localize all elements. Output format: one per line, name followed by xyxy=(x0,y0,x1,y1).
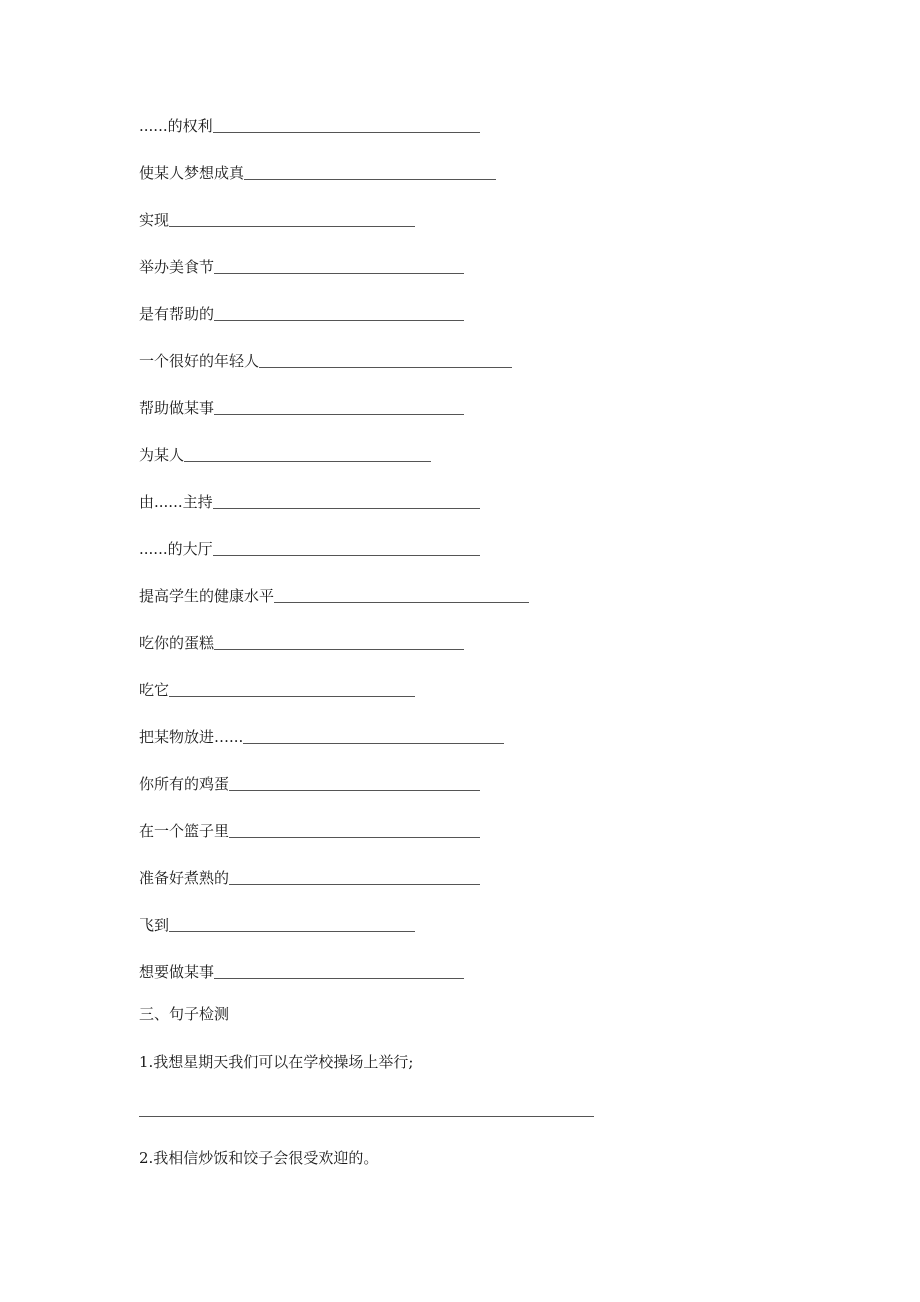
phrase-row xyxy=(139,488,480,512)
phrase-label: 由......主持 xyxy=(139,493,213,511)
phrase-row xyxy=(139,535,480,559)
phrase-label: 准备好煮熟的 xyxy=(139,869,230,887)
phrase-label: 提高学生的健康水平 xyxy=(139,587,275,605)
phrase-row xyxy=(139,253,464,277)
sentence-1: 1.我想星期天我们可以在学校操场上举行; xyxy=(139,1053,414,1071)
answer-blank[interactable] xyxy=(229,883,480,885)
phrase-row xyxy=(139,770,480,794)
phrase-row xyxy=(139,582,529,606)
phrase-row xyxy=(139,817,480,841)
phrase-label: 飞到 xyxy=(139,916,170,934)
phrase-row xyxy=(139,394,464,418)
phrase-row xyxy=(139,300,464,324)
phrase-row xyxy=(139,911,415,935)
phrase-row xyxy=(139,958,464,982)
answer-blank[interactable] xyxy=(243,742,504,744)
sentence-2: 2.我相信炒饭和饺子会很受欢迎的。 xyxy=(139,1149,379,1167)
answer-blank[interactable] xyxy=(244,178,496,180)
phrase-row xyxy=(139,676,415,700)
phrase-row xyxy=(139,112,480,136)
phrase-row xyxy=(139,629,464,653)
answer-blank[interactable] xyxy=(169,695,415,697)
phrase-label: 举办美食节 xyxy=(139,258,215,276)
answer-blank[interactable] xyxy=(169,930,415,932)
answer-blank[interactable] xyxy=(214,413,464,415)
phrase-label: 把某物放进…... xyxy=(139,728,244,746)
answer-blank[interactable] xyxy=(169,225,415,227)
answer-blank[interactable] xyxy=(184,460,431,462)
phrase-label: 吃它 xyxy=(139,681,170,699)
answer-blank[interactable] xyxy=(214,977,464,979)
answer-blank[interactable] xyxy=(213,554,480,556)
phrase-label: 帮助做某事 xyxy=(139,399,215,417)
phrase-row xyxy=(139,206,415,230)
phrase-label: 是有帮助的 xyxy=(139,305,215,323)
phrase-label: 吃你的蛋糕 xyxy=(139,634,215,652)
phrase-row xyxy=(139,159,496,183)
answer-blank[interactable] xyxy=(213,131,480,133)
phrase-row xyxy=(139,723,504,747)
phrase-label: ......的大厅 xyxy=(139,540,213,558)
phrase-row xyxy=(139,347,512,371)
phrase-label: 想要做某事 xyxy=(139,963,215,981)
sentence-1-answer-line[interactable] xyxy=(139,1116,594,1117)
phrase-row xyxy=(139,864,480,888)
phrase-label: ......的权利 xyxy=(139,117,213,135)
answer-blank[interactable] xyxy=(274,601,529,603)
answer-blank[interactable] xyxy=(214,272,464,274)
section-heading: 三、句子检测 xyxy=(139,1005,230,1023)
answer-blank[interactable] xyxy=(229,836,480,838)
phrase-label: 使某人梦想成真 xyxy=(139,164,245,182)
phrase-row xyxy=(139,441,431,465)
answer-blank[interactable] xyxy=(229,789,480,791)
answer-blank[interactable] xyxy=(214,319,464,321)
phrase-label: 一个很好的年轻人 xyxy=(139,352,260,370)
phrase-label: 在一个篮子里 xyxy=(139,822,230,840)
answer-blank[interactable] xyxy=(213,507,480,509)
phrase-label: 为某人 xyxy=(139,446,185,464)
answer-blank[interactable] xyxy=(214,648,464,650)
answer-blank[interactable] xyxy=(259,366,512,368)
phrase-label: 实现 xyxy=(139,211,170,229)
phrase-label: 你所有的鸡蛋 xyxy=(139,775,230,793)
